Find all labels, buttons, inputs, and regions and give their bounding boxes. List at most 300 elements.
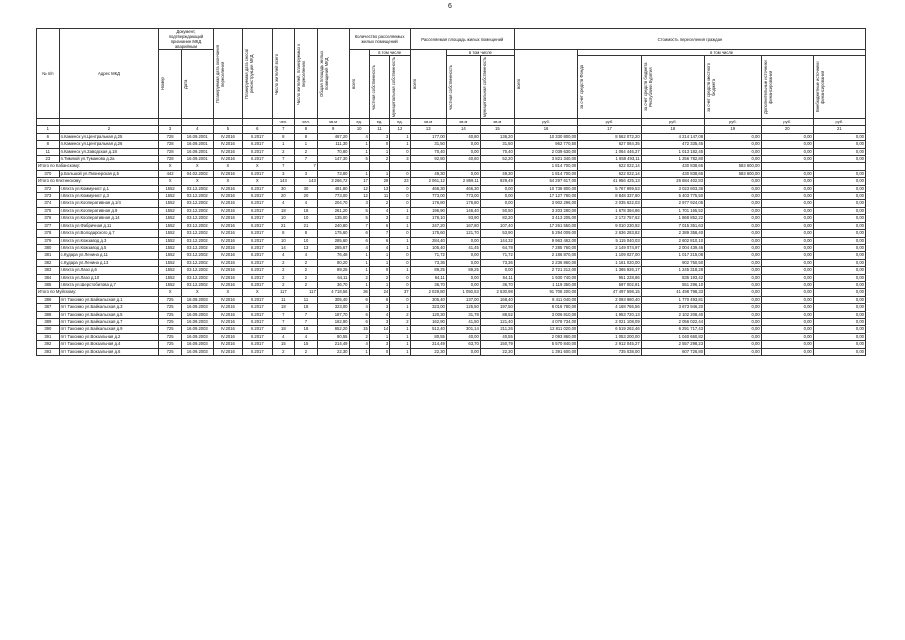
- table-cell: 16.09.2001: [181, 148, 213, 155]
- table-cell: 1552: [159, 267, 182, 274]
- table-cell: 0,00: [813, 230, 865, 237]
- table-cell: 03.12.2002: [181, 215, 213, 222]
- table-cell: 0,00: [480, 200, 514, 207]
- table-cell: 7 015 351,63: [641, 222, 704, 229]
- group-total-cell: 24: [369, 289, 389, 296]
- table-cell: 6: [37, 133, 60, 140]
- table-cell: 2: [295, 267, 318, 274]
- table-cell: 0,00: [705, 311, 762, 318]
- group-total-cell: 0,00: [813, 178, 865, 185]
- table-cell: 167,80: [446, 222, 480, 229]
- table-cell: II.2017: [243, 281, 272, 288]
- table-cell: 0,00: [813, 296, 865, 303]
- table-cell: 18: [295, 326, 318, 333]
- table-cell: 18: [272, 207, 295, 214]
- table-cell: 176,80: [446, 200, 480, 207]
- table-cell: 1 930 740,00: [514, 274, 577, 281]
- table-cell: 23: [37, 156, 60, 163]
- table-cell: 1 040 660,82: [641, 333, 704, 340]
- col-plan-date-header: Планируемая дата окончания переселения: [214, 44, 225, 103]
- col-local-header: за счет средств местного бюджета: [706, 62, 717, 112]
- table-cell: 0,00: [705, 341, 762, 348]
- table-cell: 3: [369, 318, 389, 325]
- table-cell: 0,00: [761, 148, 813, 155]
- group-total-cell: [813, 163, 865, 170]
- table-cell: 63,70: [446, 341, 480, 348]
- table-cell: 0,00: [761, 333, 813, 340]
- table-cell: 0,00: [813, 222, 865, 229]
- table-cell: 285,67: [317, 244, 349, 251]
- table-cell: II.2017: [243, 304, 272, 311]
- table-cell: 41,50: [446, 318, 480, 325]
- table-cell: 5: [349, 207, 369, 214]
- table-cell: IV.2016: [213, 222, 242, 229]
- table-cell: 177,00: [410, 133, 446, 140]
- table-cell: 2: [369, 156, 389, 163]
- table-cell: 7 285 760,00: [514, 244, 577, 251]
- table-cell: 284,40: [410, 237, 446, 244]
- table-cell: 16.09.2003: [181, 296, 213, 303]
- resettlement-table-wrapper: [36, 28, 866, 356]
- table-cell: 0,00: [446, 274, 480, 281]
- table-cell: 0,00: [813, 281, 865, 288]
- unit-nonfund: руб.: [813, 119, 865, 126]
- table-cell: 3 902 296,00: [514, 200, 577, 207]
- group-total-cell: 1 814 700,00: [514, 163, 577, 170]
- table-cell: II.2017: [243, 215, 272, 222]
- col-rooms-group-header: Количество расселяемых жилых помещений: [349, 29, 410, 50]
- table-cell: 136,20: [480, 133, 514, 140]
- table-cell: 18: [295, 207, 318, 214]
- table-cell: 0,00: [705, 200, 762, 207]
- table-cell: 0,00: [761, 237, 813, 244]
- group-total-cell: 54 297 617,00: [514, 178, 577, 185]
- table-cell: 0,00: [761, 259, 813, 266]
- table-cell: IV.2016: [213, 281, 242, 288]
- table-cell: 481,80: [317, 185, 349, 192]
- table-cell: 144,32: [480, 237, 514, 244]
- table-cell: 0,00: [705, 156, 762, 163]
- table-cell: 2: [390, 311, 410, 318]
- table-cell: 0,00: [705, 326, 762, 333]
- table-cell: 5: [349, 215, 369, 222]
- table-cell: 3 023 803,36: [641, 185, 704, 192]
- table-cell: II.2017: [243, 237, 272, 244]
- table-cell: 80,55: [317, 333, 349, 340]
- address-cell: р.Большой ул.Пионерская д.5: [59, 170, 159, 177]
- table-cell: 20: [295, 193, 318, 200]
- table-cell: IV.2016: [213, 244, 242, 251]
- table-cell: 2: [295, 274, 318, 281]
- table-cell: 2: [272, 148, 295, 155]
- table-cell: 53,90: [480, 230, 514, 237]
- table-cell: 3 203 280,00: [514, 207, 577, 214]
- table-cell: 4: [295, 200, 318, 207]
- table-cell: 36,70: [480, 281, 514, 288]
- table-cell: 214,49: [317, 341, 349, 348]
- table-cell: 16.09.2003: [181, 318, 213, 325]
- col-extra-header: Дополнительные источники финансирования: [762, 60, 773, 114]
- table-cell: 1: [390, 237, 410, 244]
- table-cell: 70,40: [410, 148, 446, 155]
- table-cell: 6 519 262,46: [578, 326, 641, 333]
- group-total-cell: 29: [369, 178, 389, 185]
- table-cell: 0,00: [446, 259, 480, 266]
- table-cell: 1552: [159, 215, 182, 222]
- table-cell: 0,00: [813, 133, 865, 140]
- address-cell: пгт Таксимо ул.Байкальская д.7: [59, 318, 159, 325]
- table-cell: 1: [349, 141, 369, 148]
- table-cell: 4: [369, 207, 389, 214]
- table-cell: 16.09.2003: [181, 348, 213, 355]
- table-cell: IV.2016: [213, 296, 242, 303]
- table-cell: 16.09.2003: [181, 333, 213, 340]
- table-cell: 240,80: [317, 222, 349, 229]
- table-cell: 73,80: [317, 170, 349, 177]
- table-cell: IV.2016: [213, 237, 242, 244]
- table-cell: 16.09.2003: [181, 326, 213, 333]
- table-cell: 1552: [159, 185, 182, 192]
- table-cell: 466,30: [446, 185, 480, 192]
- column-number: 5: [213, 126, 242, 133]
- table-cell: 0,00: [705, 230, 762, 237]
- table-cell: 1 678 394,86: [578, 207, 641, 214]
- table-cell: 0,00: [705, 185, 762, 192]
- table-cell: II.2017: [243, 267, 272, 274]
- table-cell: 2 389 358,40: [641, 230, 704, 237]
- address-cell: г.Кяхта ул.Шерстобитова д.7: [59, 281, 159, 288]
- table-cell: 1 245 318,28: [641, 267, 704, 274]
- table-cell: 323,00: [410, 304, 446, 311]
- table-cell: 5: [349, 156, 369, 163]
- column-number: 1: [37, 126, 60, 133]
- table-row: [37, 230, 866, 237]
- table-cell: 0,00: [761, 141, 813, 148]
- table-cell: 7: [272, 318, 295, 325]
- table-cell: 2: [295, 259, 318, 266]
- table-cell: 10: [272, 237, 295, 244]
- address-cell: г.Кяхта ул.Кожзавод д.3: [59, 237, 159, 244]
- table-cell: 5 294 009,00: [514, 230, 577, 237]
- table-cell: 8 016 780,00: [514, 304, 577, 311]
- table-cell: 16.09.2001: [181, 141, 213, 148]
- col-people-header: Число жителей всего: [273, 52, 279, 95]
- col-doc-date-header: Дата: [182, 79, 188, 89]
- table-cell: 0,00: [813, 333, 865, 340]
- table-cell: 36,70: [317, 281, 349, 288]
- group-total-cell: 41 498 798,33: [641, 289, 704, 296]
- table-cell: 0: [390, 230, 410, 237]
- group-total-cell: 91 708 200,00: [514, 289, 577, 296]
- address-cell: г.Кяхта ул.Лазо д.6: [59, 267, 159, 274]
- group-total-cell: 1 050,53: [446, 289, 480, 296]
- table-cell: 0,00: [813, 267, 865, 274]
- table-cell: 10: [272, 215, 295, 222]
- table-cell: 0,00: [813, 304, 865, 311]
- table-cell: 13: [369, 185, 389, 192]
- table-row: [37, 341, 866, 348]
- table-cell: 622 022,14: [578, 170, 641, 177]
- table-cell: 2 172 757,62: [578, 215, 641, 222]
- table-cell: 176,80: [410, 200, 446, 207]
- table-cell: 4: [272, 333, 295, 340]
- table-cell: 2: [369, 274, 389, 281]
- table-cell: 3: [369, 341, 389, 348]
- table-cell: 728: [159, 148, 182, 155]
- group-total-cell: 0,00: [813, 289, 865, 296]
- table-cell: 162,90: [317, 318, 349, 325]
- address-cell: г.Кяхта ул.Лазо д.10: [59, 274, 159, 281]
- table-cell: 8 562 072,20: [578, 133, 641, 140]
- table-row: [37, 207, 866, 214]
- table-row: [37, 237, 866, 244]
- table-cell: 9 010 230,92: [578, 222, 641, 229]
- table-cell: 0,00: [761, 267, 813, 274]
- table-cell: 0,00: [705, 348, 762, 355]
- table-cell: 378: [37, 230, 60, 237]
- table-cell: II.2017: [243, 296, 272, 303]
- table-cell: 4: [272, 252, 295, 259]
- table-cell: 0,00: [813, 259, 865, 266]
- table-cell: 2 557 298,23: [641, 341, 704, 348]
- table-cell: 71,72: [480, 252, 514, 259]
- table-cell: 725: [159, 311, 182, 318]
- table-row: [37, 200, 866, 207]
- group-total-cell: 2 530,98: [480, 289, 514, 296]
- table-cell: 725: [159, 304, 182, 311]
- table-cell: 442: [159, 170, 182, 177]
- table-cell: 383: [37, 267, 60, 274]
- table-cell: II.2017: [243, 156, 272, 163]
- table-cell: 0,00: [705, 207, 762, 214]
- table-cell: 5 403 775,50: [641, 193, 704, 200]
- table-row: [37, 326, 866, 333]
- group-total-cell: 0,00: [705, 289, 762, 296]
- table-cell: 7: [349, 222, 369, 229]
- group-total-label: Итого по Кяхтинскому:: [37, 178, 159, 185]
- table-cell: 1: [369, 333, 389, 340]
- table-cell: 0,00: [705, 244, 762, 251]
- unit-extra: руб.: [761, 119, 813, 126]
- table-cell: 0,00: [761, 326, 813, 333]
- group-total-label: Итого по Муйскому:: [37, 289, 159, 296]
- table-cell: 4: [369, 311, 389, 318]
- group-total-cell: 2 029,80: [410, 289, 446, 296]
- table-cell: IV.2016: [213, 193, 242, 200]
- group-total-cell: 36: [349, 289, 369, 296]
- table-cell: 03.12.2002: [181, 244, 213, 251]
- table-cell: 16.09.2003: [181, 311, 213, 318]
- table-cell: 1: [390, 304, 410, 311]
- table-cell: 0,00: [813, 141, 865, 148]
- group-total-cell: X: [243, 163, 272, 170]
- table-cell: IV.2016: [213, 252, 242, 259]
- table-cell: 7: [369, 230, 389, 237]
- unit-local: руб.: [705, 119, 762, 126]
- table-row: [37, 267, 866, 274]
- table-cell: 1552: [159, 281, 182, 288]
- table-cell: 0: [390, 281, 410, 288]
- table-cell: IV.2016: [213, 311, 242, 318]
- table-cell: 0,00: [813, 185, 865, 192]
- table-cell: 1 053 200,00: [578, 333, 641, 340]
- group-total-cell: X: [181, 163, 213, 170]
- table-cell: 6: [369, 296, 389, 303]
- table-cell: 0,00: [705, 148, 762, 155]
- table-cell: 5 767 899,53: [578, 185, 641, 192]
- table-cell: 8 411 040,00: [514, 296, 577, 303]
- group-total-cell: 117: [272, 289, 295, 296]
- table-cell: 0,00: [761, 207, 813, 214]
- table-cell: 0,00: [705, 281, 762, 288]
- table-cell: 70,80: [317, 148, 349, 155]
- table-cell: 0,00: [813, 244, 865, 251]
- address-cell: г.Кяхта ул.Коммунист д.3: [59, 193, 159, 200]
- group-total-cell: [369, 163, 389, 170]
- group-total-cell: 37: [390, 289, 410, 296]
- table-cell: 16.09.2001: [181, 156, 213, 163]
- address-cell: пгт Таксимо ул.Вокзальная д.6: [59, 348, 159, 355]
- address-cell: г.Кяхта ул.Фабричная д.11: [59, 222, 159, 229]
- table-row: [37, 281, 866, 288]
- address-cell: пгт Таксимо ул.Вокзальная д.2: [59, 333, 159, 340]
- table-cell: 52,20: [480, 156, 514, 163]
- table-cell: 0: [390, 170, 410, 177]
- table-cell: 0,00: [705, 333, 762, 340]
- table-cell: II.2017: [243, 318, 272, 325]
- group-total-cell: 117: [295, 289, 318, 296]
- table-cell: 204,70: [317, 200, 349, 207]
- table-cell: 1552: [159, 252, 182, 259]
- table-cell: 0,00: [446, 170, 480, 177]
- table-cell: 607 726,80: [641, 348, 704, 355]
- table-cell: 0,00: [761, 133, 813, 140]
- table-cell: 2 093 980,40: [578, 296, 641, 303]
- unit-area-private: кв.м: [446, 119, 480, 126]
- table-body: [37, 133, 866, 355]
- table-cell: 71,72: [410, 252, 446, 259]
- group-total-cell: 0,00: [705, 178, 762, 185]
- table-cell: 03.12.2002: [181, 193, 213, 200]
- group-total-cell: [480, 163, 514, 170]
- table-cell: 6: [349, 318, 369, 325]
- table-cell: 2 004 439,46: [641, 244, 704, 251]
- table-cell: 0,00: [813, 274, 865, 281]
- group-total-cell: X: [181, 178, 213, 185]
- table-cell: 1 658 493,11: [578, 156, 641, 163]
- table-cell: 1: [390, 244, 410, 251]
- table-cell: 0,00: [761, 244, 813, 251]
- table-cell: 11: [272, 296, 295, 303]
- column-number: 7: [272, 126, 295, 133]
- table-cell: 20: [272, 193, 295, 200]
- table-row: [37, 133, 866, 140]
- table-cell: 0,00: [705, 296, 762, 303]
- group-total-cell: [446, 163, 480, 170]
- table-cell: 1: [390, 341, 410, 348]
- table-cell: 2 186 870,00: [514, 252, 577, 259]
- table-cell: 16.09.2003: [181, 341, 213, 348]
- table-cell: 3 673 946,20: [641, 304, 704, 311]
- table-cell: 31,50: [410, 141, 446, 148]
- table-cell: 10: [295, 215, 318, 222]
- table-cell: 376: [37, 215, 60, 222]
- table-cell: 10: [295, 237, 318, 244]
- table-cell: 2 636 283,82: [578, 230, 641, 237]
- table-cell: 88,52: [480, 311, 514, 318]
- table-cell: 0,00: [446, 281, 480, 288]
- table-cell: 2: [369, 200, 389, 207]
- table-cell: 214,49: [410, 341, 446, 348]
- table-cell: II.2017: [243, 244, 272, 251]
- table-cell: 0,00: [813, 148, 865, 155]
- table-cell: 0: [390, 185, 410, 192]
- table-row: [37, 274, 866, 281]
- table-cell: 31,50: [480, 141, 514, 148]
- column-number: 3: [159, 126, 182, 133]
- table-cell: 2 093 860,00: [514, 333, 577, 340]
- group-total-cell: [761, 163, 813, 170]
- table-cell: 6: [349, 311, 369, 318]
- group-total-cell: X: [159, 163, 182, 170]
- table-cell: 4 214 147,08: [641, 133, 704, 140]
- table-cell: 14: [369, 326, 389, 333]
- table-cell: IV.2016: [213, 207, 242, 214]
- table-cell: II.2017: [243, 341, 272, 348]
- table-cell: 2: [272, 281, 295, 288]
- table-cell: 380: [37, 244, 60, 251]
- table-cell: IV.2016: [213, 304, 242, 311]
- table-cell: IV.2016: [213, 156, 242, 163]
- table-cell: 18: [295, 304, 318, 311]
- header-row-1: [37, 29, 866, 50]
- table-cell: 0,00: [705, 318, 762, 325]
- col-cost-incl-header: в том числе: [578, 50, 866, 56]
- unit-area-all: кв.м: [410, 119, 446, 126]
- group-total-cell: 929,49: [480, 178, 514, 185]
- table-cell: II.2017: [243, 141, 272, 148]
- column-number: 17: [578, 126, 641, 133]
- table-row: [37, 170, 866, 177]
- table-cell: 1 017 215,08: [641, 252, 704, 259]
- table-cell: 0,00: [480, 185, 514, 192]
- col-doc-number-header: Номер: [160, 77, 166, 91]
- address-cell: п.Каменск ул.Заводская д.18: [59, 148, 159, 155]
- table-cell: 6: [369, 222, 389, 229]
- table-cell: 835 193,42: [641, 274, 704, 281]
- table-cell: 0,00: [705, 133, 762, 140]
- table-cell: 22,30: [480, 348, 514, 355]
- table-cell: 391: [37, 333, 60, 340]
- group-total-cell: X: [243, 178, 272, 185]
- address-cell: п.Каменск ул.Центральная д.25: [59, 133, 159, 140]
- table-cell: 03.12.2002: [181, 207, 213, 214]
- table-cell: IV.2016: [213, 148, 242, 155]
- table-cell: 1: [369, 170, 389, 177]
- table-cell: 1552: [159, 222, 182, 229]
- table-cell: 03.12.2002: [181, 267, 213, 274]
- table-cell: 5 570 840,00: [514, 341, 577, 348]
- col-total-area-header: Общая площадь жилых помещений МКД: [318, 50, 329, 97]
- table-cell: 472 335,45: [641, 141, 704, 148]
- table-cell: 725: [159, 348, 182, 355]
- table-cell: 389: [37, 318, 60, 325]
- table-cell: 4: [295, 252, 318, 259]
- table-cell: 305,40: [410, 296, 446, 303]
- column-number: 21: [813, 126, 865, 133]
- col-people-plan-header: Число жителей, планируемых к переселению: [296, 42, 307, 105]
- column-number: 8: [295, 126, 318, 133]
